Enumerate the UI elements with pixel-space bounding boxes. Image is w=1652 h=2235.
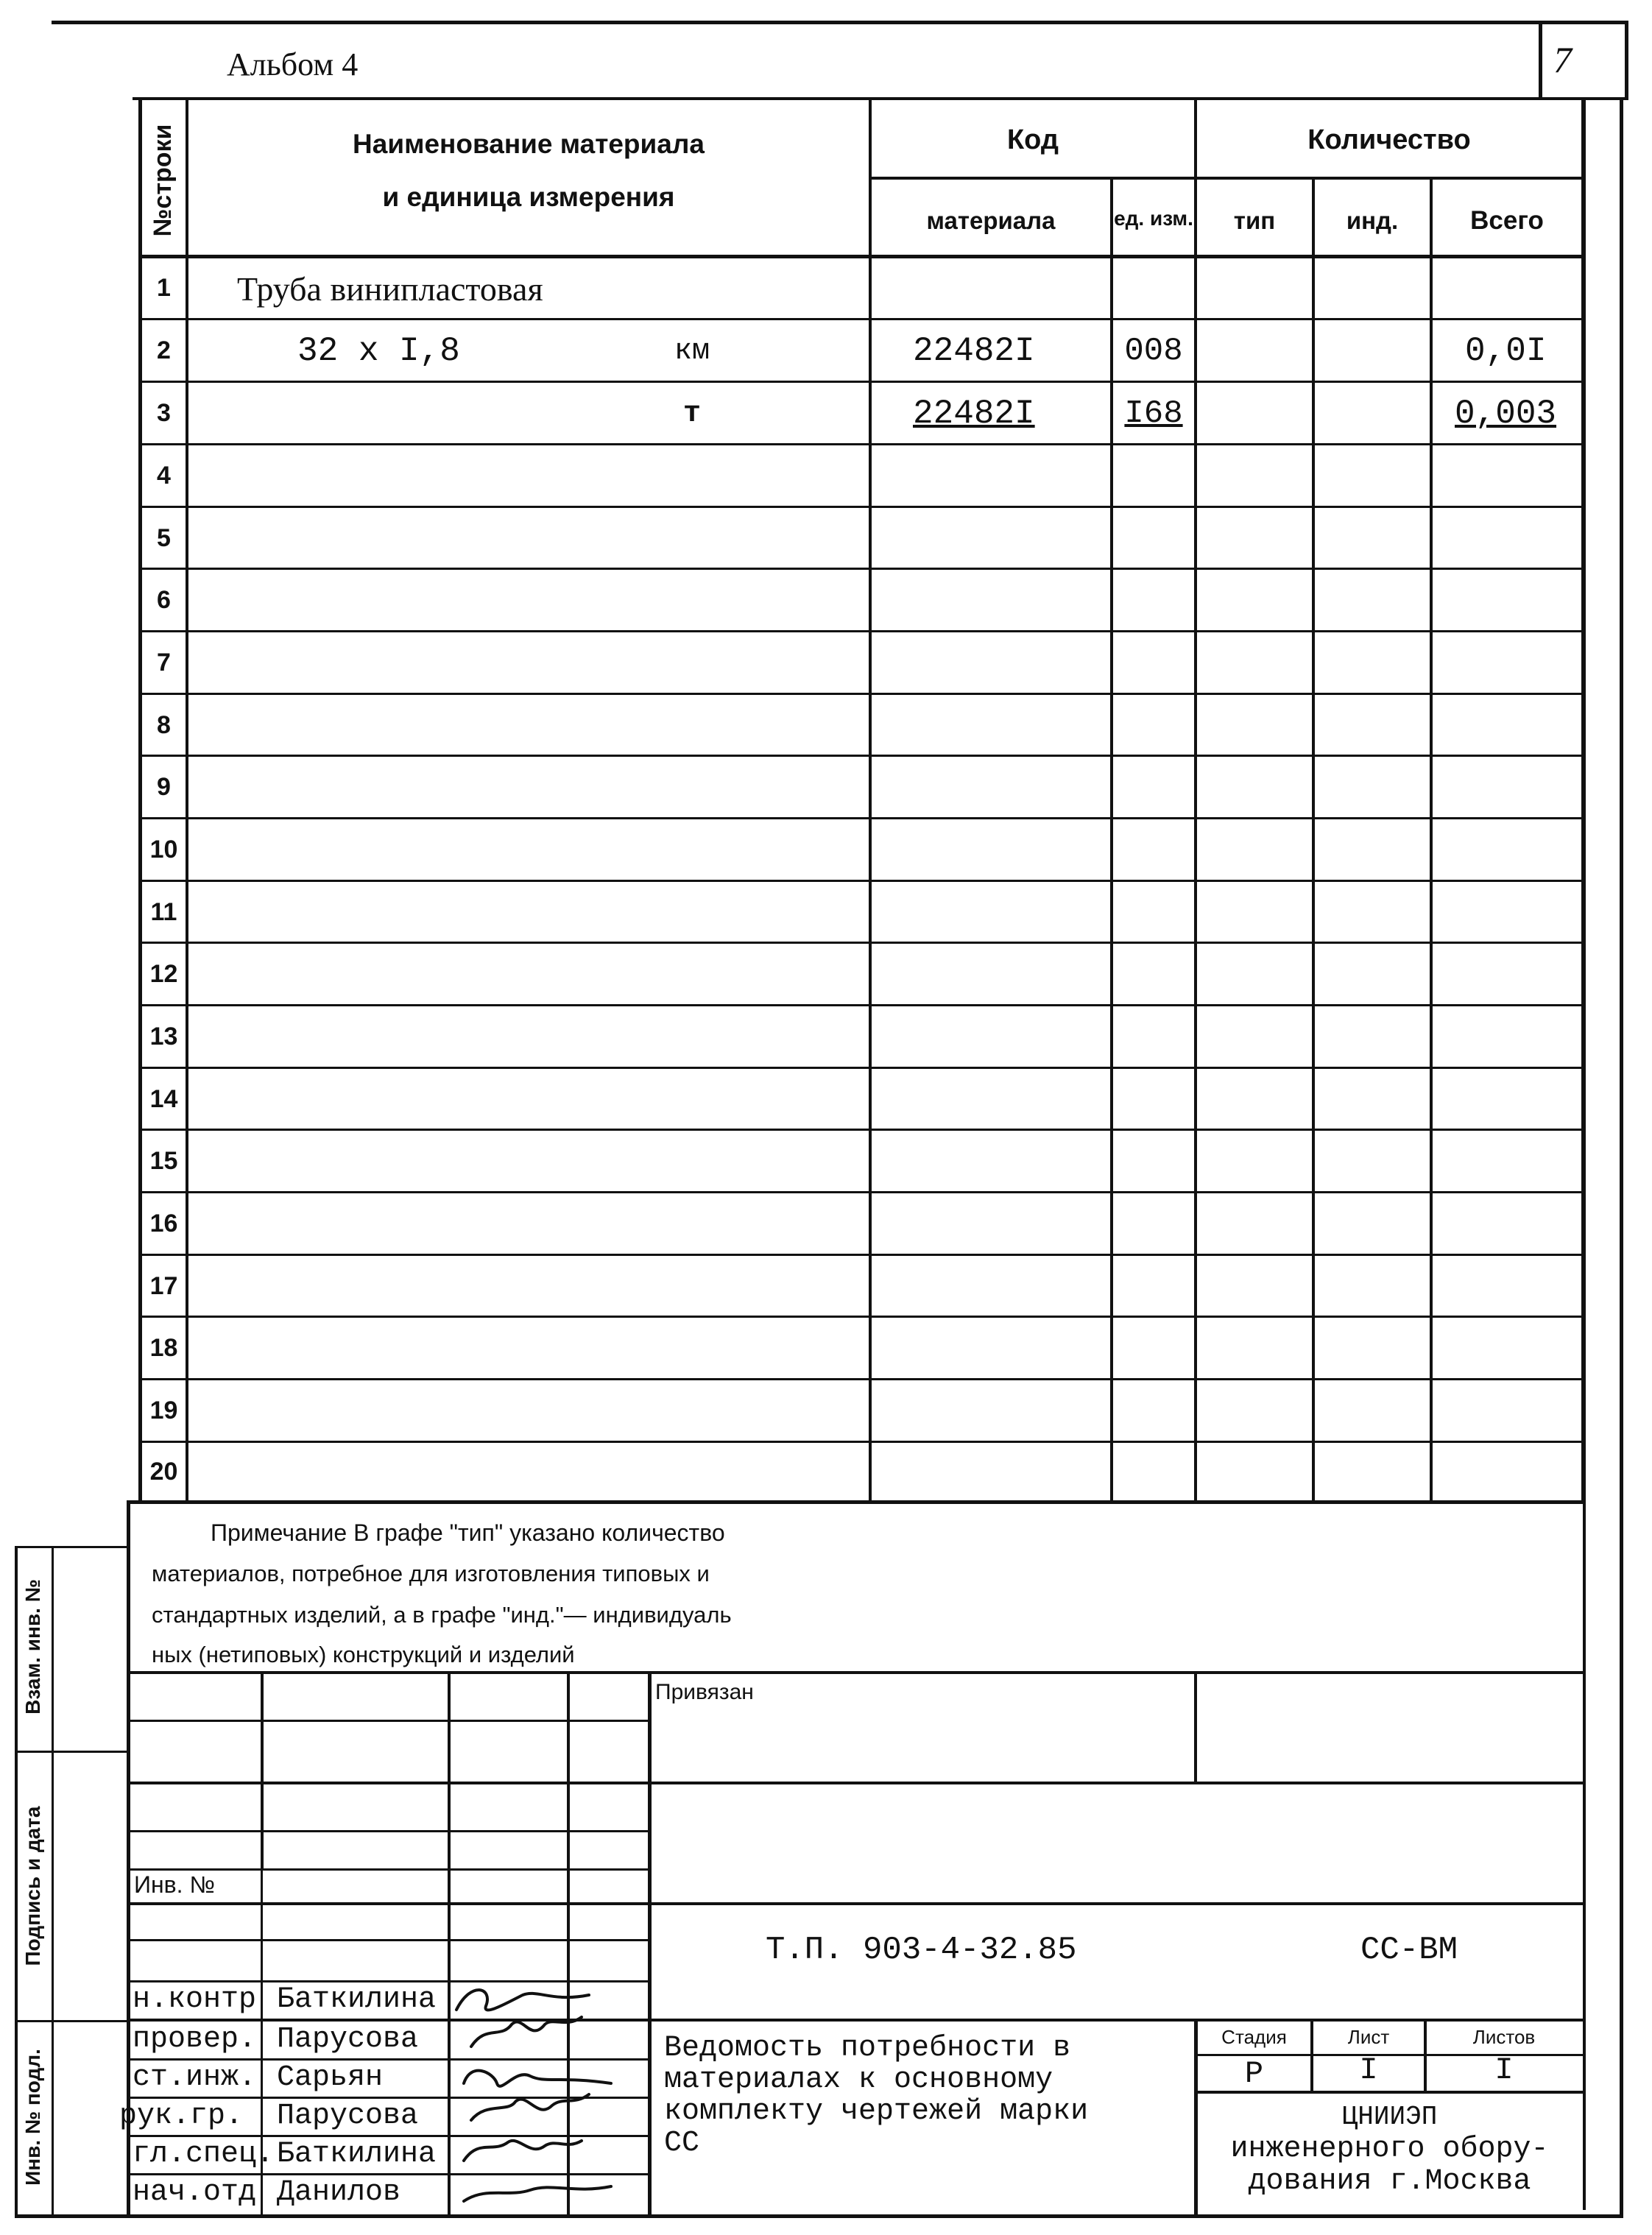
- note-line: стандартных изделий, а в графе "инд."— индивидуаль: [152, 1602, 732, 1628]
- sheet-title-line: Ведомость потребности в: [664, 2032, 1071, 2065]
- row-number: 14: [149, 1084, 178, 1113]
- col-header-qty: Количество: [1307, 124, 1471, 155]
- row-number: 6: [157, 585, 171, 614]
- sheet-label: Лист: [1347, 2026, 1390, 2048]
- sheets-value: I: [1494, 2052, 1514, 2088]
- person-name: Данилов: [277, 2176, 401, 2209]
- row-number: 3: [157, 398, 171, 427]
- row-number: 18: [149, 1333, 178, 1362]
- sheet-value: I: [1359, 2052, 1378, 2088]
- side-label-vzam: Взам. инв. №: [21, 1579, 44, 1715]
- row-number: 9: [157, 772, 171, 801]
- qty-total: 0,0I: [1465, 332, 1547, 370]
- row-number: 12: [149, 959, 178, 988]
- row-number: 13: [149, 1022, 178, 1051]
- col-header-name-line2: и единица измерения: [382, 182, 675, 212]
- document-number: Т.П. 903-4-32.85: [766, 1932, 1077, 1969]
- person-name: Парусова: [277, 2100, 419, 2133]
- stage-label: Стадия: [1221, 2026, 1287, 2048]
- unit-of-measure: т: [682, 397, 701, 431]
- col-header-qty-type: тип: [1233, 207, 1276, 234]
- material-size: 32 х I,8: [297, 332, 460, 370]
- side-label-inv-podl: Инв. № подл.: [21, 2049, 44, 2186]
- page-number: 7: [1553, 39, 1572, 80]
- row-number: 19: [149, 1396, 178, 1424]
- row-number: 15: [149, 1146, 178, 1175]
- inv-label: Инв. №: [134, 1871, 215, 1898]
- person-name: Сарьян: [277, 2061, 384, 2094]
- role-label: гл.спец.: [133, 2138, 275, 2171]
- note-line: материалов, потребное для изготовления типовых и: [152, 1561, 710, 1586]
- material-code: 22482I: [913, 332, 1035, 370]
- role-label: провер.: [133, 2023, 257, 2056]
- col-header-code-material: материала: [926, 207, 1056, 234]
- unit-of-measure: км: [674, 334, 710, 368]
- sheet-title-line: СС: [664, 2127, 700, 2160]
- col-header-row-no: №строки: [149, 124, 177, 237]
- qty-total: 0,003: [1455, 395, 1557, 433]
- role-label: н.контр: [133, 1983, 257, 2016]
- row-number: 8: [157, 710, 171, 739]
- row-number: 5: [157, 523, 171, 552]
- album-title: Альбом 4: [227, 46, 359, 82]
- stage-value: Р: [1244, 2055, 1264, 2091]
- signature-scribbles: [442, 1973, 648, 2216]
- col-header-qty-total: Всего: [1470, 206, 1544, 235]
- person-name: Баткилина: [277, 2138, 437, 2171]
- sheets-label: Листов: [1472, 2026, 1536, 2048]
- role-label: нач.отд: [133, 2176, 257, 2209]
- role-label: ст.инж.: [133, 2061, 257, 2094]
- unit-code: 008: [1124, 333, 1183, 370]
- material-name: Труба винипластовая: [237, 269, 543, 308]
- person-name: Парусова: [277, 2023, 419, 2056]
- row-number: 11: [150, 897, 177, 926]
- row-number: 20: [149, 1457, 178, 1486]
- note-line: ных (нетиповых) конструкций и изделий: [152, 1642, 575, 1667]
- sheet-title-line: материалах к основному: [664, 2063, 1053, 2097]
- sheet-title-line: комплекту чертежей марки: [664, 2095, 1089, 2128]
- note-line: Примечание В графе "тип" указано количество: [211, 1519, 725, 1546]
- row-number: 2: [157, 336, 171, 364]
- col-header-code-unit: ед. изм.: [1114, 207, 1193, 230]
- linked-label: Привязан: [655, 1680, 754, 1704]
- unit-code: I68: [1124, 395, 1183, 432]
- col-header-name-line1: Наименование материала: [353, 129, 705, 159]
- side-label-podpis: Подпись и дата: [21, 1806, 44, 1966]
- person-name: Баткилина: [277, 1983, 437, 2016]
- organization-line: инженерного обору-: [1230, 2132, 1549, 2166]
- role-label: рук.гр.: [119, 2100, 244, 2133]
- row-number: 4: [157, 461, 171, 490]
- organization-line: ЦНИИЭП: [1341, 2101, 1438, 2132]
- row-number: 1: [157, 273, 171, 302]
- organization-line: дования г.Москва: [1248, 2164, 1531, 2198]
- row-number: 17: [149, 1271, 178, 1300]
- col-header-code: Код: [1006, 124, 1059, 155]
- col-header-qty-ind: инд.: [1346, 207, 1399, 234]
- material-code: 22482I: [913, 395, 1035, 433]
- drawing-mark: СС-ВМ: [1360, 1932, 1458, 1969]
- row-number: 7: [157, 648, 171, 677]
- row-number: 10: [149, 835, 178, 864]
- row-number: 16: [149, 1209, 178, 1237]
